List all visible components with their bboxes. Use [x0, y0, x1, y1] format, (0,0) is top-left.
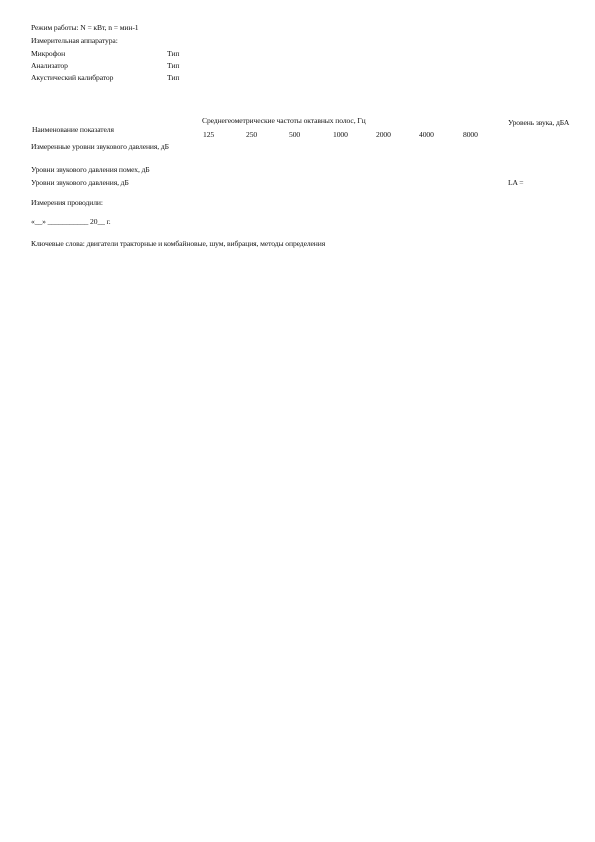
instrument-name-microphone: Микрофон: [31, 49, 66, 58]
frequency-8000: 8000: [463, 130, 478, 139]
instrument-name-calibrator: Акустический калибратор: [31, 73, 114, 82]
table-header-frequencies: Среднегеометрические частоты октавных полос, Гц: [202, 116, 366, 125]
date-line: «__» ___________ 20__ г.: [31, 217, 111, 226]
frequency-2000: 2000: [376, 130, 391, 139]
instrument-name-analyzer: Анализатор: [31, 61, 68, 70]
frequency-250: 250: [246, 130, 258, 139]
frequency-1000: 1000: [333, 130, 348, 139]
table-header-sound-level: Уровень звука, дБА: [508, 118, 570, 127]
frequency-4000: 4000: [419, 130, 434, 139]
frequency-125: 125: [203, 130, 215, 139]
row-noise-levels-label: Уровни звукового давления помех, дБ: [31, 165, 150, 174]
keywords-line: Ключевые слова: двигатели тракторные и комбайновые, шум, вибрация, методы определения: [31, 239, 326, 248]
operating-mode-line: Режим работы: N = кВт, n = мин-1: [31, 23, 139, 32]
frequency-500: 500: [289, 130, 301, 139]
instrument-type-calibrator: Тип: [167, 73, 180, 82]
apparatus-title: Измерительная аппаратура:: [31, 36, 118, 45]
table-header-name: Наименование показателя: [32, 125, 114, 134]
instrument-type-microphone: Тип: [167, 49, 180, 58]
row-measured-levels-label: Измеренные уровни звукового давления, дБ: [31, 142, 169, 151]
row-la-value: LA =: [508, 178, 524, 187]
measurements-conducted-label: Измерения проводили:: [31, 198, 103, 207]
instrument-type-analyzer: Тип: [167, 61, 180, 70]
row-sound-pressure-levels-label: Уровни звукового давления, дБ: [31, 178, 129, 187]
